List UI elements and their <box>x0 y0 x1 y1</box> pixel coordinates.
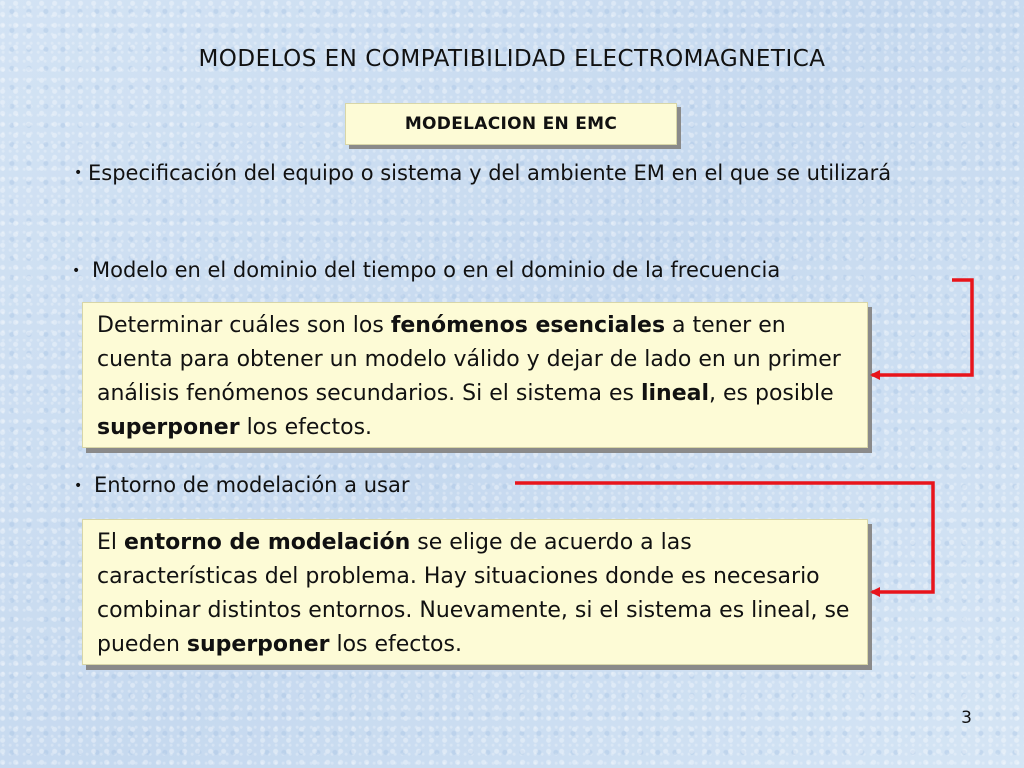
bold-run: lineal <box>640 381 710 406</box>
modeling-environment-text <box>97 526 855 662</box>
bold-run: superponer <box>97 415 240 440</box>
bullet-dot: • <box>74 165 83 181</box>
text-run: los efectos. <box>239 415 373 440</box>
bullet-specification <box>74 158 994 188</box>
page-number: 3 <box>961 708 972 728</box>
text-run: los efectos. <box>329 632 462 657</box>
bold-run: superponer <box>186 632 330 657</box>
bullet-dot: • <box>74 478 83 494</box>
bullet-text: Especificación del equipo o sistema y del ambiente EM en el que se utilizará <box>88 161 892 185</box>
text-run: Determinar cuáles son los <box>97 313 391 338</box>
text-run: , es posible <box>709 381 848 406</box>
bold-run: fenómenos esenciales <box>390 313 666 338</box>
essential-phenomena-text <box>97 309 855 445</box>
subtitle-box <box>345 103 677 145</box>
modeling-environment-box <box>82 519 868 665</box>
subtitle-text: MODELACION EN EMC <box>404 114 618 134</box>
bullet-text: Entorno de modelación a usar <box>94 473 410 497</box>
bullet-text: Modelo en el dominio del tiempo o en el dominio de la frecuencia <box>92 258 781 282</box>
text-run: se elige de acuerdo a las características del problema. Hay situaciones donde es necesario combinar distintos entornos. Nuevamente, si el sistema es lineal, se pueden <box>97 530 850 657</box>
essential-phenomena-box <box>82 302 868 448</box>
bullet-modeling-environment <box>74 470 534 501</box>
bold-run: entorno de modelación <box>124 530 411 555</box>
bullet-domain-model <box>72 255 972 286</box>
text-run: El <box>97 530 125 555</box>
slide-title: MODELOS EN COMPATIBILIDAD ELECTROMAGNETICA <box>198 46 826 72</box>
arrow-to-box1 <box>872 280 972 375</box>
bullet-dot: • <box>72 263 81 279</box>
text-run: a tener en cuenta para obtener un modelo válido y dejar de lado en un primer análisis fenómenos secundarios. Si el sistema es <box>97 313 841 406</box>
